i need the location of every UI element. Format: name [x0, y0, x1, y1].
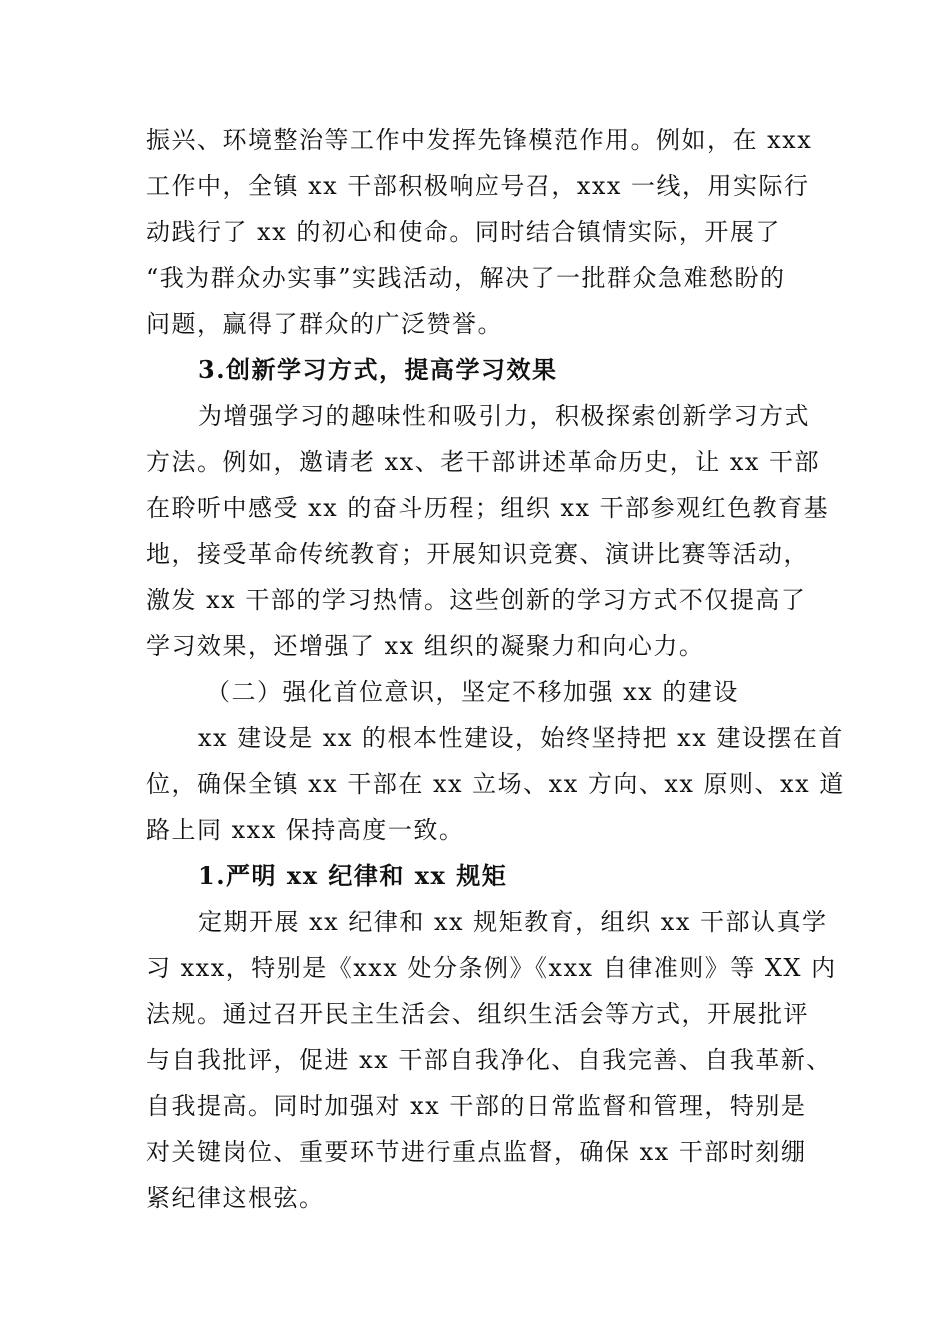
- paragraph-line: 法规。通过召开民主生活会、组织生活会等方式，开展批评: [146, 1000, 809, 1028]
- paragraph-line: 动践行了 xx 的初心和使命。同时结合镇情实际，开展了: [146, 218, 781, 246]
- paragraph-line: 自我提高。同时加强对 xx 干部的日常监督和管理，特别是: [146, 1092, 807, 1120]
- paragraph-line: 与自我批评，促进 xx 干部自我净化、自我完善、自我革新、: [146, 1046, 832, 1074]
- paragraph-line: 对关键岗位、重要环节进行重点监督，确保 xx 干部时刻绷: [146, 1138, 807, 1166]
- paragraph-line: 路上同 xxx 保持高度一致。: [146, 816, 465, 844]
- paragraph-line: 紧纪律这根弦。: [146, 1184, 325, 1212]
- section-heading-2: （二）强化首位意识，坚定不移加强 xx 的建设: [206, 678, 739, 706]
- paragraph-line: 问题，赢得了群众的广泛赞誉。: [146, 310, 503, 338]
- paragraph-line: “我为群众办实事”实践活动，解决了一批群众急难愁盼的: [146, 264, 786, 292]
- paragraph-line: 在聆听中感受 xx 的奋斗历程；组织 xx 干部参观红色教育基: [146, 494, 830, 522]
- paragraph-line: 位，确保全镇 xx 干部在 xx 立场、xx 方向、xx 原则、xx 道: [146, 770, 845, 798]
- paragraph-line: 习 xxx，特别是《xxx 处分条例》《xxx 自律准则》等 XX 内: [146, 954, 837, 982]
- paragraph-line: 学习效果，还增强了 xx 组织的凝聚力和向心力。: [146, 632, 705, 660]
- paragraph-line: xx 建设是 xx 的根本性建设，始终坚持把 xx 建设摆在首: [198, 724, 844, 752]
- paragraph-line: 定期开展 xx 纪律和 xx 规矩教育，组织 xx 干部认真学: [198, 908, 828, 936]
- section-heading-1: 1.严明 xx 纪律和 xx 规矩: [198, 861, 508, 890]
- paragraph-line: 振兴、环境整治等工作中发挥先锋模范作用。例如，在 xxx: [146, 126, 813, 154]
- paragraph-line: 激发 xx 干部的学习热情。这些创新的学习方式不仅提高了: [146, 586, 807, 614]
- paragraph-line: 工作中，全镇 xx 干部积极响应号召，xxx 一线，用实际行: [146, 172, 810, 200]
- paragraph-line: 方法。例如，邀请老 xx、老干部讲述革命历史，让 xx 干部: [146, 448, 821, 476]
- paragraph-line: 地，接受革命传统教育；开展知识竞赛、演讲比赛等活动，: [146, 540, 809, 568]
- paragraph-line: 为增强学习的趣味性和吸引力，积极探索创新学习方式: [198, 402, 810, 430]
- document-body: [146, 117, 845, 1221]
- section-heading-3: 3.创新学习方式，提高学习效果: [198, 355, 558, 384]
